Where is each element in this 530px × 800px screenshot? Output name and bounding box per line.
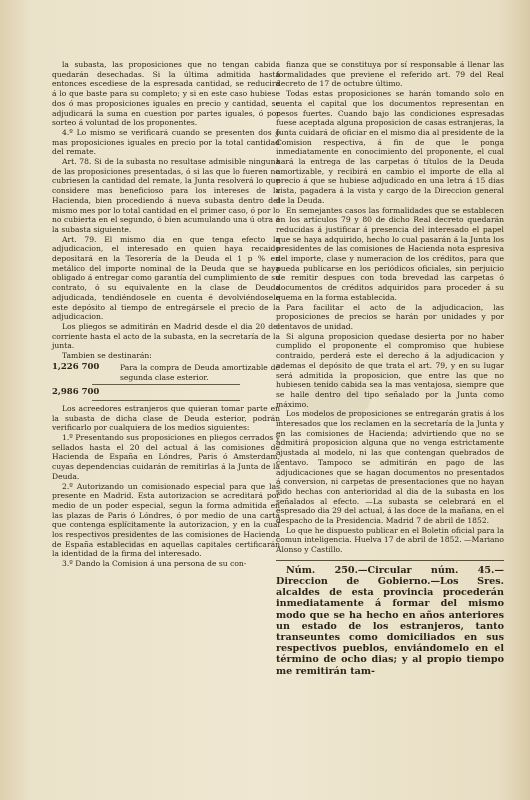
section-divider <box>276 560 504 561</box>
left-column <box>52 60 280 569</box>
paragraph: la subasta, las proposiciones que no tengan cabida quedarán desechadas. Si la última admitida hasta entonces escediese de la espresada cantidad, se reducirá á lo que baste para su completo; y si en este caso hubiese dos ó mas proposiciones iguales en precio y cantidad, se adjudicará la suma en cuestion por partes iguales, ó por sorteo á voluntad de los proponentes. <box>52 60 280 128</box>
amount-total: 2,986 700 <box>52 387 100 398</box>
signature-paragraph: Lo que he dispuesto publicar en el Boletin oficial para la comun inteligencia. Huelva 17 de abril de 1852. —Mariano Alonso y Castillo. <box>276 525 504 555</box>
amount-row <box>52 363 280 382</box>
paragraph: 3.º Dando la Comision á una persona de su con- <box>62 559 247 569</box>
article-79: Art. 79. El mismo dia en que tenga efecto la adjudicacion, el interesado en quien haya recaido depositará en la Tesorería de la Deuda el 1 p % en metálico del importe nominal de la Deuda que se haya obligado á entregar como garantía del cumplimiento de su contrato, ó su equivalente en la clase de Deuda adjudicada, tendiéndosele en cuenta é devolviéndosele este depósito al tiempo de entregársele el precio de la adjudicacion. <box>52 234 280 322</box>
paragraph: Los acreedores estranjeros que quieran tomar parte en la subasta de dicha clase de Deuda esterior, podrán verificarlo por cualquiera de los medios siguientes: <box>52 403 280 433</box>
paragraph: Si alguna proposicion quedase desierta por no haber cumplido el proponente el compromiso que hubiese contraido, perderá este el derecho á la adjudicacion y ademas el depósito de que trata el art. 79, y en su lugar será admitida la proposicion, que entre las que no hubiesen tenido cabida sea la mas ventajosa, siempre que se halle dentro del tipo señalado por la Junta como máximo. <box>276 331 504 409</box>
circular-notice: Núm. 250.—Circular núm. 45.—Direccion de Gobierno.—Los Sres. alcaldes de esta provincia procederán inmediatamente á formar del mismo modo que se ha hecho en años anteriores un estado de los estranjeros, tanto transeuntes como domiciliados en sus respectivos pueblos, enviándomelo en el término de ocho dias; y al propio tiempo me remitirán tam- <box>276 564 504 677</box>
paragraph: 2.º Autorizando un comisionado especial para que las presente en Madrid. Esta autorizacion se acreditará por medio de un poder especial, segun la forma admitida en las plazas de Paris ó Lóndres, ó por medio de una carta que contenga esplícitamente la autorizacion, y en la cual los respectivos presidentes de las comisiones de Hacienda de España establecidas en aquellas capitales certificarán la identidad de la firma del interesado. <box>52 481 280 559</box>
paragraph: Los modelos de proposiciones se entregarán gratis á los interesados que los reclamen en la secretaría de la Junta y en las comisiones de Hacienda; advirtiendo que no se admitirá proposicion alguna que no venga estrictamente ajustada al modelo, ni las que contengan quebrados de centavo. Tampoco se admitirán en pago de las adjudicaciones que se hagan documentos no presentados á conversion, ni carpetas de presentaciones que no hayan sido hechas con anterioridad al dia de la subasta en los señalados al efecto. —La subasta se celebrará en el espresado dia 29 del actual, á las doce de la mañana, en el despacho de la Presidencia. Madrid 7 de abril de 1852. <box>276 409 504 526</box>
paragraph: Tambien se destinarán: <box>62 351 152 361</box>
right-column <box>276 60 504 677</box>
paragraph: fianza que se constituya por sí responsable á llenar las formalidades que previene el referido art. 79 del Real decreto de 17 de octubre último. <box>276 60 504 89</box>
paragraph: 1.º Presentando sus proposiciones en pliegos cerrados y sellados hasta el 20 del actual á las comisiones de Hacienda de España en Lóndres, Paris ó Amsterdam, cuyas dependencias cuidarán de remitirlas á la Junta de la Deuda. <box>52 433 280 481</box>
amount-total-row <box>52 388 280 398</box>
divider <box>92 384 240 385</box>
paragraph: Para facilitar el acto de la adjudicacion, las proposiciones de precios se harán por unidades y por centavos de unidad. <box>276 302 504 331</box>
amount-description: Para la compra de Deuda amortizable de segunda clase esterior. <box>120 362 280 382</box>
paragraph: En semejantes casos las formalidades que se establecen en los artículos 79 y 80 de dicho Real decreto quedarán reducidas á justificar á presencia del interesado el papel que se haya adquirido, hecho lo cual pasarán á la Junta los presidentes de las comisiones de Hacienda nota espresiva del importe, clase y numeracion de los créditos, para que pueda publicarse en los periódicos oficiales, sin perjuicio de remitir despues con toda brevedad las carpetas ó documentos de créditos adquiridos para proceder á su quema en la forma establecida. <box>276 205 504 302</box>
divider <box>92 400 240 401</box>
article-78: Art. 78. Si de la subasta no resultase admisible ninguna de las proposiciones presentadas, ó si las que lo fueren no cubriesen la cantidad del remate, la Junta resolverá lo que considere mas beneficioso para los intereses de la Hacienda, bien procediendo á nueva subasta dentro del mismo mes por lo total cantidad en el primer caso, ó por lo no cubierta en el segundo, ó bien acumulando una ú otra á la subasta siguiente. <box>52 157 280 234</box>
amount-value: 1,226 700 <box>52 361 100 372</box>
paragraph: 4.º Lo mismo se verificará cuando se presenten dos ó mas proposiciones iguales en precio por la total cantidad del remate. <box>52 127 280 157</box>
paragraph: Todas estas proposiciones se harán tomando solo en cuenta el capital que los documentos representan en pesos fuertes. Cuando bajo las condiciones espresadas fuese aceptada alguna proposicion de casas estranjeras, la Junta cuidará de oficiar en el mismo dia al presidente de la Comision respectiva, á fin de que le ponga inmediatamente en conocimiento del proponente, el cual hará la entrega de las carpetas ó títulos de la Deuda amortizable, y recibirá en cambio el importe de ella al precio á que se hubiese adjudicado en una letra á 15 dias vista, pagadera á la vista y cargo de la Direccion general de la Deuda. <box>276 89 504 205</box>
paragraph: Los pliegos se admitirán en Madrid desde el dia 20 del corriente hasta el acto de la subasta, en la secretaría de la junta. <box>52 321 280 351</box>
